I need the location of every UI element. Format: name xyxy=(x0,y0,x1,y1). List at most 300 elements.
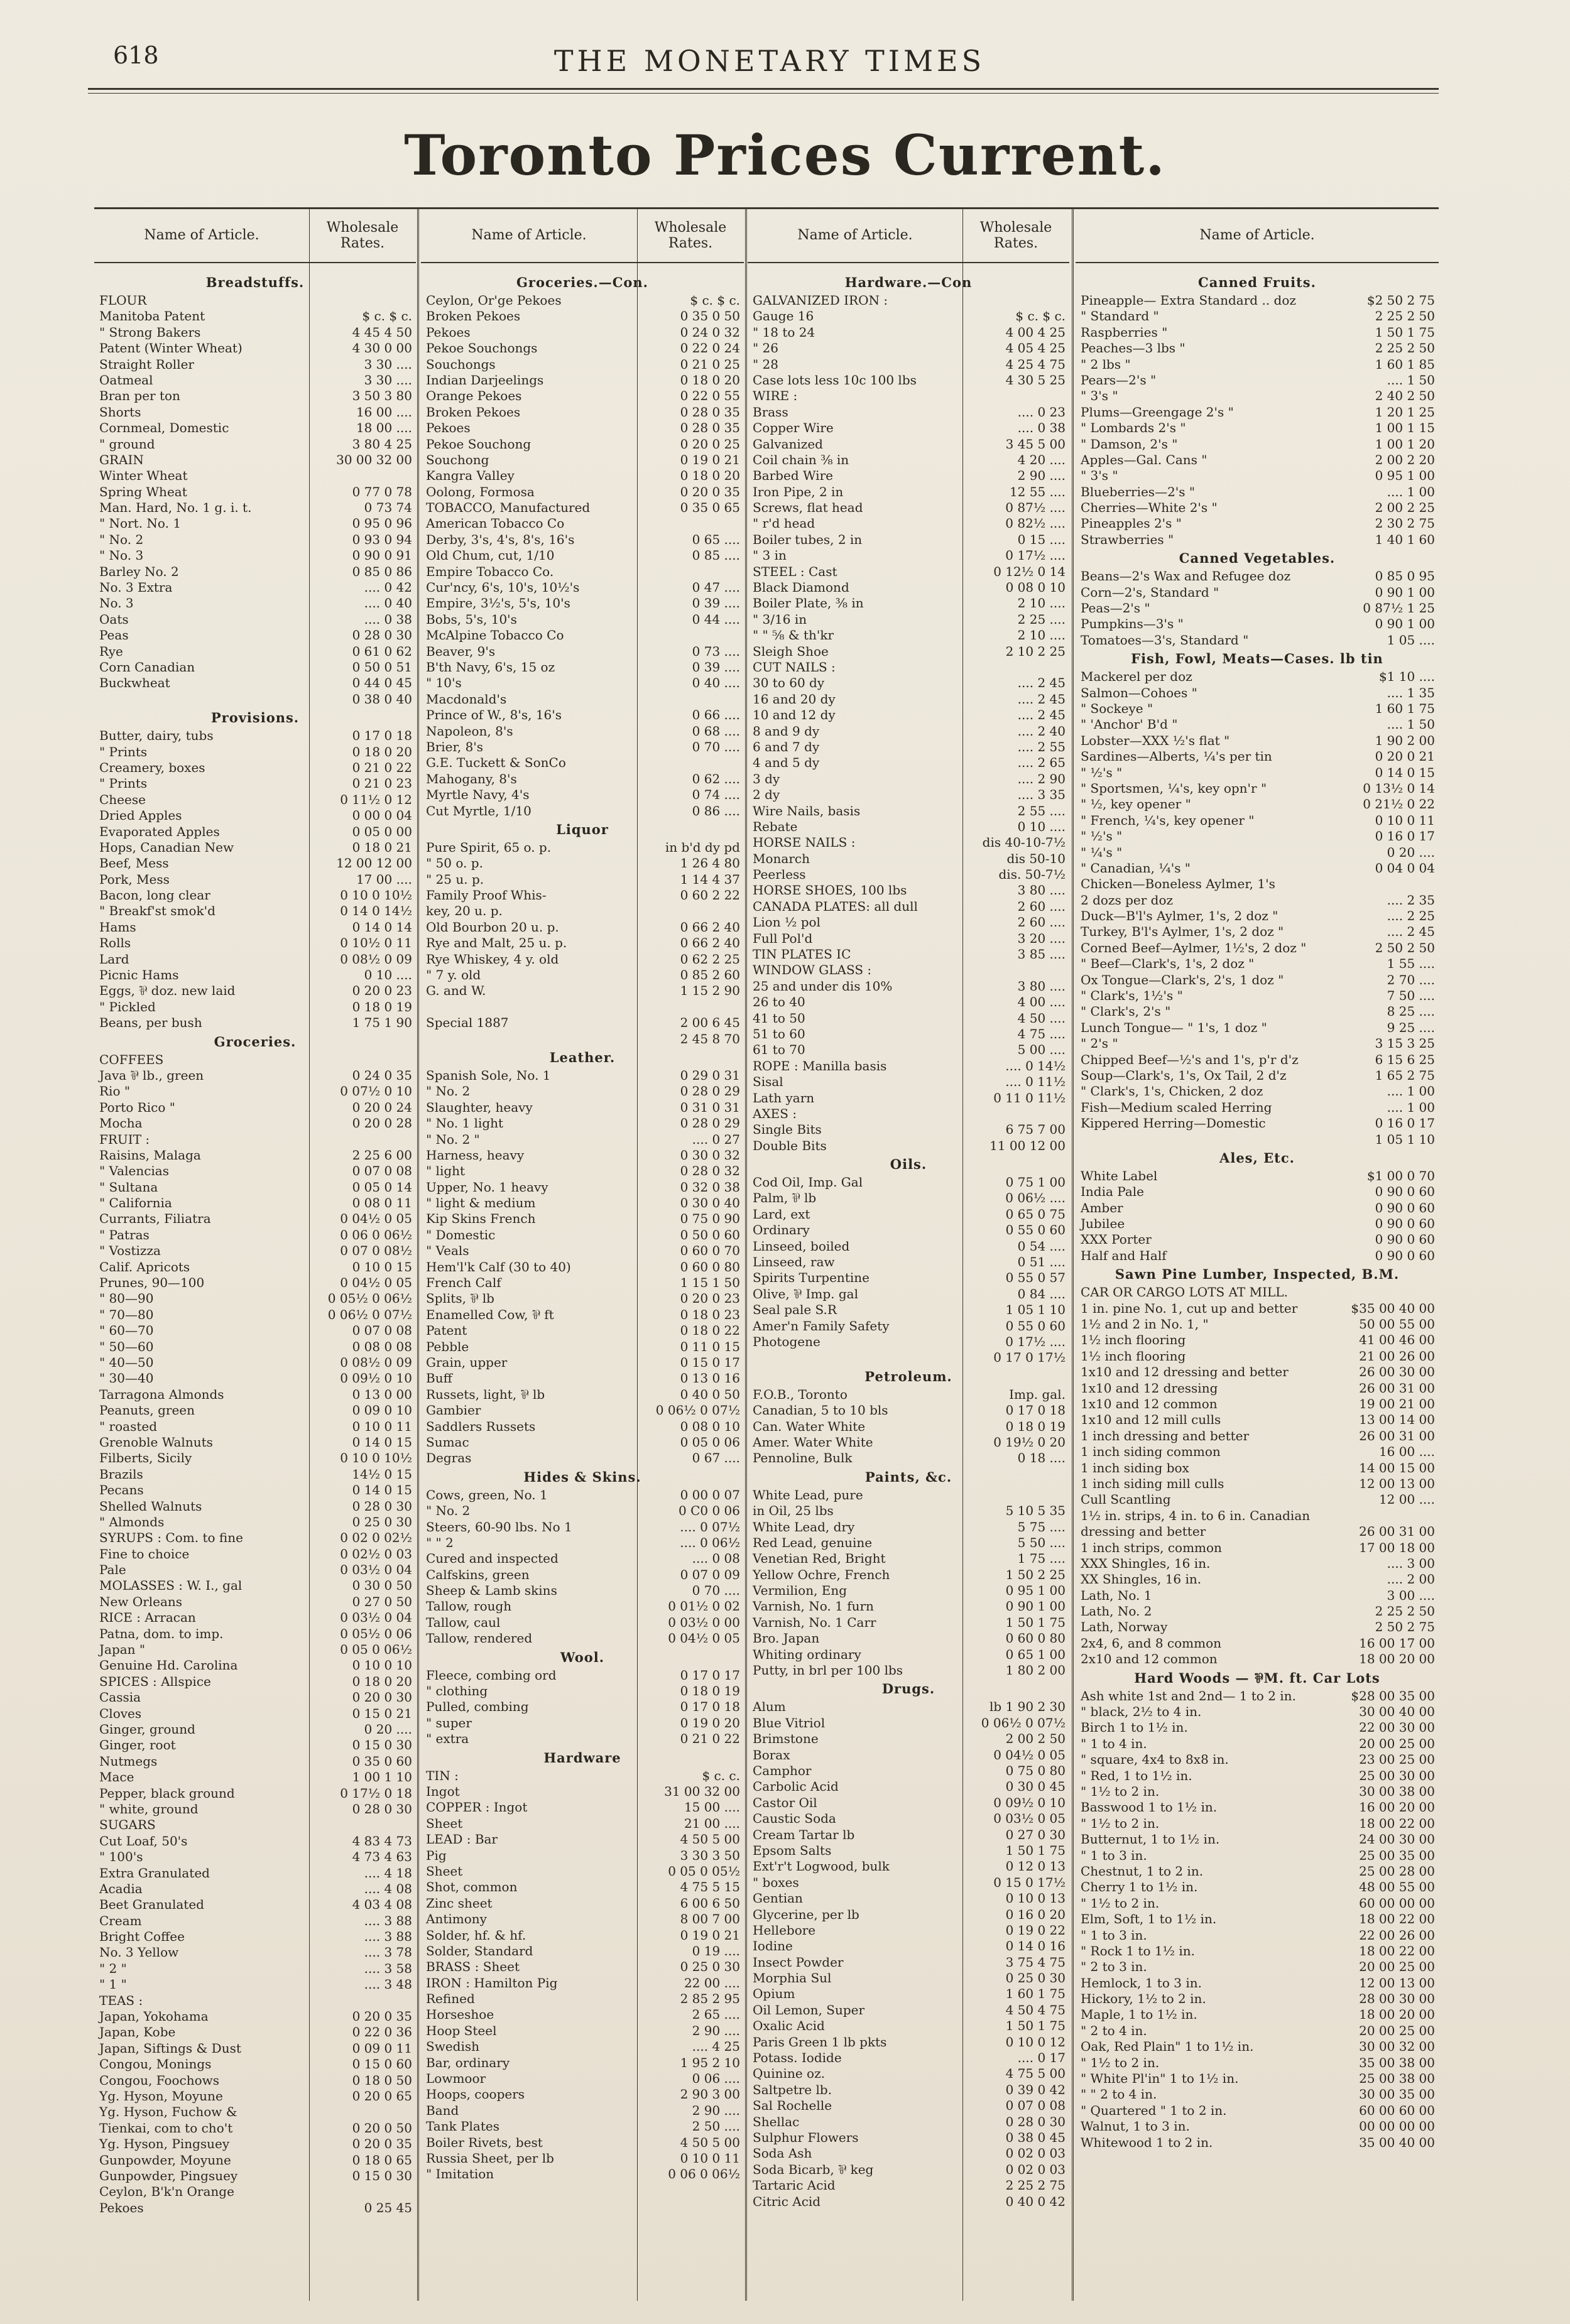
article-name: Yellow Ochre, French xyxy=(753,1567,890,1582)
article-name: Amer. Water White xyxy=(753,1434,873,1450)
price-row xyxy=(1076,1364,1439,1380)
section-heading: Paints, &c. xyxy=(864,1469,952,1485)
price-row xyxy=(748,1907,1069,1923)
article-name: Lath, No. 1 xyxy=(1081,1587,1152,1603)
price-row xyxy=(1076,1911,1439,1927)
price-row xyxy=(1076,633,1439,648)
article-name: Brier, 8's xyxy=(426,739,484,754)
wholesale-rate: 0 15 0 30 xyxy=(352,2168,412,2183)
price-row xyxy=(748,1403,1069,1418)
article-name: Morphia Sul xyxy=(753,1970,832,1986)
price-row xyxy=(94,516,416,531)
price-row xyxy=(748,388,1069,404)
wholesale-rate: 0 16 0 20 xyxy=(1005,1906,1066,1922)
price-row xyxy=(748,627,1069,643)
article-name: " Clark's, 1's, Chicken, 2 doz xyxy=(1081,1083,1263,1099)
wholesale-rate: 31 00 32 00 xyxy=(664,1783,740,1799)
price-row xyxy=(748,867,1069,882)
price-row xyxy=(94,548,416,563)
article-name: " Pickled xyxy=(99,999,156,1014)
price-row xyxy=(1076,1132,1439,1148)
article-name: Monarch xyxy=(753,850,810,866)
article-name: Ginger, ground xyxy=(99,1721,195,1737)
column-header-name: Name of Article. xyxy=(1199,227,1315,244)
wholesale-rate: 0 06½ .... xyxy=(1005,1190,1066,1206)
wholesale-rate: 0 05 0 06½ xyxy=(340,1642,412,1658)
wholesale-rate: .... 0 07½ xyxy=(680,1519,740,1534)
price-row xyxy=(1076,1248,1439,1264)
price-row xyxy=(748,1731,1069,1747)
article-name: 1 inch dressing and better xyxy=(1081,1428,1250,1443)
article-name: Blueberries—2's " xyxy=(1081,484,1196,499)
price-row xyxy=(421,1132,744,1148)
wholesale-rate: 0 19 0 22 xyxy=(1005,1922,1066,1938)
wholesale-rate: 0 90 0 60 xyxy=(1375,1216,1435,1232)
price-row xyxy=(94,855,416,871)
wholesale-rate: .... 1 00 xyxy=(1387,484,1435,499)
article-name: Palm, ⅌ lb xyxy=(753,1190,817,1206)
wholesale-rate: 0 21 0 25 xyxy=(680,356,740,372)
price-row xyxy=(421,1487,744,1503)
article-name: Potass. Iodide xyxy=(753,2050,842,2066)
price-row xyxy=(421,1928,744,1943)
price-row xyxy=(748,724,1069,739)
article-name: Hoop Steel xyxy=(426,2023,497,2038)
wholesale-rate: 4 50 5 00 xyxy=(680,2134,740,2150)
wholesale-rate: 0 73 74 xyxy=(364,500,412,516)
article-name: XX Shingles, 16 in. xyxy=(1081,1572,1202,1587)
article-name: Russets, light, ⅌ lb xyxy=(426,1386,545,1402)
article-name: Souchong xyxy=(426,452,489,467)
wholesale-rate: 0 25 0 30 xyxy=(352,1514,412,1529)
header-rule-thin xyxy=(88,93,1439,94)
wholesale-rate: 8 25 .... xyxy=(1387,1004,1435,1019)
wholesale-rate: 0 21 0 22 xyxy=(352,759,412,775)
price-row xyxy=(748,1286,1069,1302)
wholesale-rate: 2 90 .... xyxy=(1017,468,1066,484)
article-name: Lowmoor xyxy=(426,2071,486,2087)
wholesale-rate xyxy=(633,516,744,531)
article-name: " 1 to 4 in. xyxy=(1081,1735,1147,1751)
article-name: Ash white 1st and 2nd— 1 to 2 in. xyxy=(1081,1688,1296,1703)
wholesale-rate: 0 03½ 0 05 xyxy=(993,1811,1066,1827)
article-name: Russia Sheet, per lb xyxy=(426,2150,554,2166)
wholesale-rate: 4 75 .... xyxy=(1017,1026,1066,1041)
column-rule xyxy=(962,209,963,2301)
article-name: Chipped Beef—½'s and 1's, p'r d'z xyxy=(1081,1051,1299,1067)
article-name: 1 inch siding common xyxy=(1081,1444,1221,1460)
article-name: Picnic Hams xyxy=(99,967,179,983)
article-name: " 2 lbs " xyxy=(1081,356,1131,372)
wholesale-rate: 0 10 0 10½ xyxy=(340,888,412,903)
wholesale-rate: 0 40 0 50 xyxy=(680,1386,740,1402)
price-row xyxy=(94,888,416,903)
wholesale-rate: 2 30 2 75 xyxy=(1375,516,1435,531)
article-name: Glycerine, per lb xyxy=(753,1906,859,1922)
wholesale-rate: .... 0 38 xyxy=(1017,420,1066,436)
article-name: Calfskins, green xyxy=(426,1567,530,1582)
article-name: 1 in. pine No. 1, cut up and better xyxy=(1081,1300,1298,1316)
price-row xyxy=(94,1275,416,1291)
article-name: Quinine oz. xyxy=(753,2066,825,2082)
price-row xyxy=(748,532,1069,548)
wholesale-rate: 20 00 25 00 xyxy=(1359,1735,1435,1751)
wholesale-rate: 0 28 0 30 xyxy=(352,1498,412,1514)
wholesale-rate: 0 18 0 19 xyxy=(1005,1418,1066,1434)
wholesale-rate: 16 00 .... xyxy=(1378,1444,1435,1460)
section-heading: Canned Fruits. xyxy=(1198,274,1316,290)
article-name: Straight Roller xyxy=(99,356,194,372)
wholesale-rate: 2 10 2 25 xyxy=(1005,643,1066,659)
article-name: Nutmegs xyxy=(99,1753,158,1769)
price-row xyxy=(748,1699,1069,1715)
price-row xyxy=(748,437,1069,452)
price-row xyxy=(1076,1524,1439,1539)
price-row xyxy=(94,1180,416,1195)
price-row xyxy=(94,1737,416,1753)
wholesale-rate: .... 2 55 xyxy=(1017,739,1066,754)
wholesale-rate: .... 1 00 xyxy=(1387,1099,1435,1115)
wholesale-rate: 0 44 .... xyxy=(692,611,740,627)
wholesale-rate: $ c. $ c. xyxy=(362,308,412,324)
section-heading: Liquor xyxy=(556,821,609,837)
article-name: Linseed, raw xyxy=(753,1254,835,1270)
wholesale-rate: 0 19 0 20 xyxy=(680,1715,740,1730)
article-name: " No. 2 " xyxy=(426,1131,480,1147)
section-heading: Provisions. xyxy=(210,710,300,726)
article-name: Degras xyxy=(426,1450,472,1466)
price-row xyxy=(94,308,416,324)
wholesale-rate: 0 20 0 24 xyxy=(352,1099,412,1115)
price-row xyxy=(1076,516,1439,531)
wholesale-rate: 60 00 00 00 xyxy=(1359,1895,1435,1911)
article-name: Bright Coffee xyxy=(99,1929,185,1945)
article-name: " 'Anchor' B'd " xyxy=(1081,717,1178,732)
article-name: Sheet xyxy=(426,1863,463,1879)
wholesale-rate: 0 55 0 60 xyxy=(1005,1318,1066,1333)
price-row xyxy=(748,2178,1069,2193)
article-name: Filberts, Sicily xyxy=(99,1450,192,1466)
article-name: Peas xyxy=(99,627,129,643)
price-row xyxy=(748,580,1069,595)
article-name: Swedish xyxy=(426,2039,479,2055)
article-name: Birch 1 to 1½ in. xyxy=(1081,1720,1188,1735)
price-row xyxy=(94,1690,416,1705)
price-row xyxy=(1076,1284,1439,1300)
wholesale-rate: 0 55 0 60 xyxy=(1005,1222,1066,1238)
article-name: 2x4, 6, and 8 common xyxy=(1081,1635,1222,1651)
price-row xyxy=(1076,468,1439,484)
wholesale-rate: 4 00 .... xyxy=(1017,994,1066,1010)
wholesale-rate: .... 2 35 xyxy=(1387,892,1435,908)
wholesale-rate: 3 20 .... xyxy=(1017,930,1066,946)
article-name: " 3's " xyxy=(1081,388,1118,404)
wholesale-rate: 1 80 2 00 xyxy=(1005,1663,1066,1678)
article-name: Pork, Mess xyxy=(99,871,170,887)
article-name: Walnut, 1 to 3 in. xyxy=(1081,2119,1190,2134)
article-name: Bobs, 5's, 10's xyxy=(426,611,517,627)
article-name: Japan, Yokohama xyxy=(99,2009,209,2024)
price-row xyxy=(421,967,744,983)
wholesale-rate: 0 22 0 36 xyxy=(352,2024,412,2040)
article-name: Duck—B'l's Aylmer, 1's, 2 doz " xyxy=(1081,908,1278,924)
wholesale-rate: 0 74 .... xyxy=(692,787,740,803)
price-row xyxy=(421,1800,744,1815)
wholesale-rate: 0 19½ 0 20 xyxy=(993,1434,1066,1450)
price-row xyxy=(748,548,1069,563)
article-name: Paris Green 1 lb pkts xyxy=(753,2034,887,2050)
wholesale-rate: 0 95 1 00 xyxy=(1375,468,1435,484)
wholesale-rate: 21 00 .... xyxy=(684,1815,740,1831)
wholesale-rate: 0 82½ .... xyxy=(1005,516,1066,531)
wholesale-rate: 0 21½ 0 22 xyxy=(1363,796,1435,812)
wholesale-rate: 14 00 15 00 xyxy=(1359,1460,1435,1475)
article-name: Canadian, 5 to 10 bls xyxy=(753,1403,888,1418)
article-name: Rebate xyxy=(753,818,798,834)
wholesale-rate: 0 67 .... xyxy=(692,1450,740,1466)
price-row xyxy=(94,1993,416,2009)
article-name: Patent xyxy=(426,1323,467,1338)
article-name: Acadia xyxy=(99,1881,143,1896)
price-row xyxy=(1076,2135,1439,2151)
column-header-rates: Wholesale Rates. xyxy=(326,219,399,251)
price-row xyxy=(748,372,1069,388)
price-row xyxy=(748,692,1069,707)
price-row xyxy=(1076,372,1439,388)
wholesale-rate xyxy=(305,2184,416,2200)
price-row xyxy=(421,1371,744,1386)
wholesale-rate: 0 75 0 90 xyxy=(680,1211,740,1227)
article-name: key, 20 u. p. xyxy=(426,903,503,919)
wholesale-rate: 0 32 0 38 xyxy=(680,1179,740,1195)
price-row xyxy=(748,1923,1069,1938)
wholesale-rate: 0 66 2 40 xyxy=(680,919,740,935)
article-name: Photogene xyxy=(753,1334,820,1349)
wholesale-rate: 0 18 0 22 xyxy=(680,1323,740,1338)
price-row xyxy=(94,293,416,308)
price-row xyxy=(421,420,744,436)
article-name: Gambier xyxy=(426,1403,481,1418)
wholesale-rate: 0 18 0 20 xyxy=(680,372,740,388)
price-row xyxy=(748,1795,1069,1811)
wholesale-rate: dis. 50-7½ xyxy=(998,867,1066,882)
wholesale-rate: 1 40 1 60 xyxy=(1375,531,1435,547)
article-name: " extra xyxy=(426,1731,469,1747)
price-row xyxy=(421,675,744,691)
wholesale-rate: 3 85 .... xyxy=(1017,947,1066,962)
wholesale-rate: 2 90 .... xyxy=(692,2023,740,2038)
wholesale-rate: 2 45 8 70 xyxy=(680,1031,740,1046)
wholesale-rate xyxy=(959,962,1069,978)
article-name: McAlpine Tobacco Co xyxy=(426,627,564,643)
price-row xyxy=(748,2162,1069,2178)
section-heading: Sawn Pine Lumber, Inspected, B.M. xyxy=(1115,1266,1400,1283)
article-name: Mackerel per doz xyxy=(1081,669,1192,685)
price-row xyxy=(421,1551,744,1567)
wholesale-rate: 0 03½ 0 04 xyxy=(340,1562,412,1578)
wholesale-rate: 1 55 .... xyxy=(1387,956,1435,972)
price-row xyxy=(94,1052,416,1068)
wholesale-rate: 0 19 0 21 xyxy=(680,1927,740,1943)
wholesale-rate: 2 10 .... xyxy=(1017,595,1066,611)
article-name: New Orleans xyxy=(99,1594,183,1609)
price-row xyxy=(1076,1784,1439,1800)
price-row xyxy=(748,1074,1069,1090)
price-row xyxy=(94,1849,416,1865)
article-name: LEAD : Bar xyxy=(426,1832,498,1847)
article-name: IRON : Hamilton Pig xyxy=(426,1975,558,1990)
price-row xyxy=(1076,733,1439,749)
article-name: Hams xyxy=(99,919,136,935)
article-name: Can. Water White xyxy=(753,1418,866,1434)
price-row xyxy=(94,1227,416,1243)
price-row xyxy=(748,2034,1069,2050)
price-row xyxy=(421,437,744,452)
section-heading: Hard Woods — ⅌M. ft. Car Lots xyxy=(1134,1670,1380,1686)
article-name: Congou, Monings xyxy=(99,2056,212,2072)
article-name: 51 to 60 xyxy=(753,1026,805,1041)
wholesale-rate: 4 03 4 08 xyxy=(352,1897,412,1913)
wholesale-rate: 1 65 2 75 xyxy=(1375,1067,1435,1083)
column-header-name: Name of Article. xyxy=(471,227,587,244)
price-row xyxy=(748,819,1069,835)
wholesale-rate: 0 10 .... xyxy=(1017,818,1066,834)
price-row xyxy=(421,1275,744,1291)
price-row xyxy=(94,1163,416,1179)
price-row xyxy=(421,903,744,919)
article-name: " No. 1 light xyxy=(426,1116,504,1131)
price-row xyxy=(94,999,416,1015)
article-name: " Lombards 2's " xyxy=(1081,420,1186,436)
article-name: COPPER : Ingot xyxy=(426,1800,528,1815)
article-name: TOBACCO, Manufactured xyxy=(426,500,591,516)
price-row xyxy=(1076,1301,1439,1317)
article-name: Harness, heavy xyxy=(426,1147,525,1163)
wholesale-rate: 0 09½ 0 10 xyxy=(340,1371,412,1386)
price-row xyxy=(421,1991,744,2007)
article-name: Cheese xyxy=(99,791,146,807)
wholesale-rate: 0 02 0 02½ xyxy=(340,1530,412,1546)
wholesale-rate: 28 00 30 00 xyxy=(1359,1991,1435,2007)
wholesale-rate: 0 15 0 21 xyxy=(352,1705,412,1721)
article-name: 26 to 40 xyxy=(753,994,805,1010)
price-row xyxy=(1076,813,1439,828)
price-row xyxy=(421,888,744,903)
wholesale-rate: 0 17 0 17½ xyxy=(993,1350,1066,1366)
article-name: Soda Bicarb, ⅌ keg xyxy=(753,2161,874,2177)
wholesale-rate: 60 00 60 00 xyxy=(1359,2102,1435,2118)
wholesale-rate: 0 05½ 0 06½ xyxy=(327,1291,412,1306)
article-name: Cream xyxy=(99,1913,142,1928)
article-name: Hickory, 1½ to 2 in. xyxy=(1081,1991,1206,2007)
price-row xyxy=(421,1784,744,1800)
price-row xyxy=(1076,1943,1439,1959)
article-name: 2 dozs per doz xyxy=(1081,892,1174,908)
wholesale-rate: 0 00 0 07 xyxy=(680,1487,740,1502)
price-row xyxy=(748,452,1069,468)
wholesale-rate: 1 50 1 75 xyxy=(1005,1842,1066,1858)
article-name: Rye and Malt, 25 u. p. xyxy=(426,935,567,951)
wholesale-rate: 11 00 12 00 xyxy=(989,1138,1066,1153)
wholesale-rate: 1 50 1 75 xyxy=(1005,2018,1066,2034)
section-heading: Hides & Skins. xyxy=(523,1469,641,1485)
article-name: Sisal xyxy=(753,1074,783,1090)
wholesale-rate: 25 00 30 00 xyxy=(1359,1767,1435,1783)
article-name: Boiler tubes, 2 in xyxy=(753,531,863,547)
article-name: Oatmeal xyxy=(99,372,153,388)
article-name: Winter Wheat xyxy=(99,468,188,484)
price-row xyxy=(1076,1704,1439,1720)
price-row xyxy=(421,564,744,580)
article-name: Pineapples 2's " xyxy=(1081,516,1182,531)
article-name: 16 and 20 dy xyxy=(753,691,836,707)
price-row xyxy=(94,484,416,500)
wholesale-rate: 12 55 .... xyxy=(1009,484,1066,499)
price-column-2 xyxy=(421,209,744,2301)
column-rule xyxy=(309,209,310,2301)
article-name: Butter, dairy, tubs xyxy=(99,728,214,744)
price-row xyxy=(421,1715,744,1731)
wholesale-rate: 12 00 .... xyxy=(1378,1492,1435,1507)
article-name: 30 to 60 dy xyxy=(753,675,825,691)
price-row xyxy=(748,1779,1069,1795)
price-row xyxy=(421,755,744,771)
price-row xyxy=(1076,717,1439,732)
price-row xyxy=(421,1015,744,1031)
article-name: 1x10 and 12 dressing and better xyxy=(1081,1364,1289,1380)
wholesale-rate: 0 85 0 95 xyxy=(1375,568,1435,584)
wholesale-rate: .... 0 17 xyxy=(1017,2050,1066,2066)
wholesale-rate: 0 40 .... xyxy=(692,675,740,691)
price-row xyxy=(94,920,416,935)
wholesale-rate: 0 14 0 15 xyxy=(1375,764,1435,780)
price-row xyxy=(421,872,744,888)
wholesale-rate: 2 90 3 00 xyxy=(680,2087,740,2102)
article-name: " Strong Bakers xyxy=(99,324,201,340)
article-name: Cloves xyxy=(99,1705,142,1721)
price-row xyxy=(748,882,1069,898)
article-name: " 2 to 4 in. xyxy=(1081,2023,1147,2038)
wholesale-rate: 0 44 0 45 xyxy=(352,675,412,691)
price-row xyxy=(748,1663,1069,1678)
price-row xyxy=(94,2041,416,2056)
wholesale-rate: 0 10 0 12 xyxy=(1005,2034,1066,2050)
article-name: Man. Hard, No. 1 g. i. t. xyxy=(99,500,252,516)
price-row xyxy=(94,357,416,372)
price-row xyxy=(748,1567,1069,1583)
article-name: Old Chum, cut, 1/10 xyxy=(426,548,555,563)
wholesale-rate: 3 30 3 50 xyxy=(680,1847,740,1863)
article-name: " Imitation xyxy=(426,2166,494,2182)
article-name: White Lead, pure xyxy=(753,1487,863,1502)
wholesale-rate: 18 00 20 00 xyxy=(1359,1651,1435,1667)
article-name: Shellac xyxy=(753,2114,800,2129)
article-name: Myrtle Navy, 4's xyxy=(426,787,530,803)
wholesale-rate: 0 66 .... xyxy=(692,707,740,723)
price-row xyxy=(94,532,416,548)
price-row xyxy=(421,1519,744,1535)
price-row xyxy=(1076,972,1439,988)
section-heading: Canned Vegetables. xyxy=(1179,550,1336,567)
price-row xyxy=(1076,781,1439,796)
wholesale-rate: 0 13 0 16 xyxy=(680,1371,740,1386)
wholesale-rate: 0 39 .... xyxy=(692,595,740,611)
wholesale-rate: 9 25 .... xyxy=(1387,1019,1435,1035)
column-rule xyxy=(417,209,419,2301)
price-row xyxy=(421,1355,744,1371)
wholesale-rate: .... 4 25 xyxy=(692,2039,740,2055)
article-name: Butternut, 1 to 1½ in. xyxy=(1081,1832,1220,1847)
